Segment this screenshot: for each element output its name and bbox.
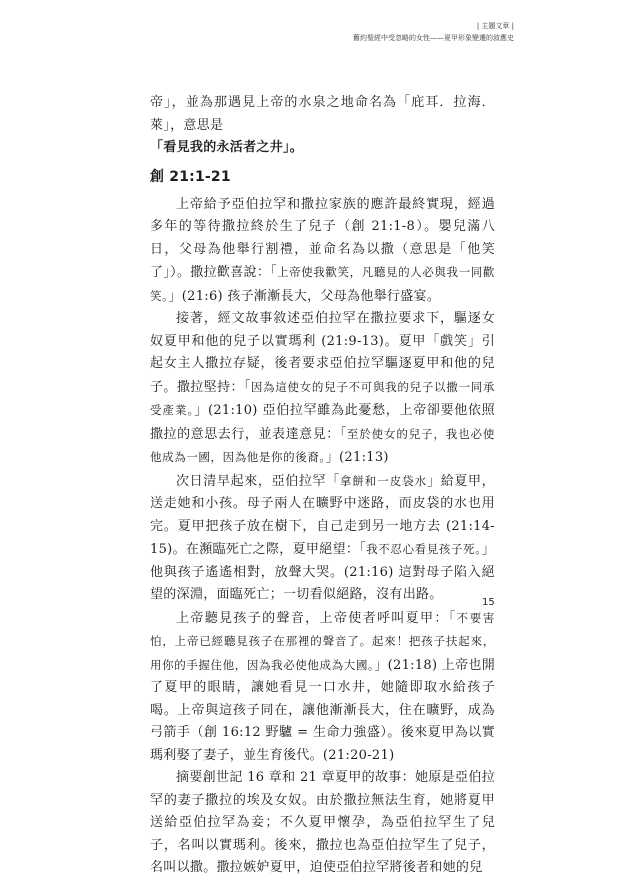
scripture-quote: 因為這使女的兒子不可與我的兒子以撒一同承受產業。 <box>150 379 496 417</box>
intro-line-2: 「看見我的永活者之井」。 <box>150 140 304 155</box>
scripture-quote: 上帝使我歡笑，凡聽見的人必與我一同歡笑。 <box>150 265 495 303</box>
paragraph-text: 」(21:6) 孩子漸漸長大，父母為他舉行盛宴。 <box>168 288 441 304</box>
paragraph-text: 摘要創世記 16 章和 21 章夏甲的故事：她原是亞伯拉罕的妻子撒拉的埃及女奴。由於撒拉無法生育，她將夏甲送給亞伯拉罕為妾；不久夏甲懷孕，為亞伯拉罕生了兒子，名叫以實瑪利。後來，撒拉也為亞伯拉罕生了兒子，名叫以撒。撒拉嫉妒夏甲，迫使亞伯拉罕將後者和她的兒 <box>150 770 495 875</box>
page-body <box>150 92 495 880</box>
page-number: 15 <box>482 597 495 608</box>
paragraph <box>150 767 495 880</box>
scripture-quote: 不要害怕，上帝已經聽見孩子在那裡的聲音了。起來！把孩子扶起來，用你的手握住他，因為我必使他成為大國。 <box>150 610 495 672</box>
paragraph-text: 」(21:10) 亞伯拉罕雖為此憂愁，上帝卻要他依照撒拉的意思去行，並表達意見：「 <box>150 403 495 442</box>
intro-line-1: 帝」，並為那遇見上帝的水泉之地命名為「庇耳．拉海．萊」，意思是 <box>150 95 495 133</box>
running-header <box>353 20 514 44</box>
paragraph-text: 」他與孩子遙遙相對，放聲大哭。(21:16) 這對母子陷入絕望的深淵，面臨死亡；一切看似絕路，沒有出路。 <box>150 542 496 602</box>
paragraph-text: 」(21:13) <box>325 450 389 465</box>
paragraph-text: 」給夏甲，送走她和小孩。母子兩人在曠野中迷路，而皮袋的水也用完。夏甲把孩子放在樹下，自己走到另一地方去 (21:14-15)。在瀕臨死亡之際，夏甲絕望：「 <box>150 473 495 557</box>
paragraph-text: 」(21:18) 上帝也開了夏甲的眼睛，讓她看見一口水井，她隨即取水給孩子喝。上帝與這孩子同在，讓他漸漸長大，住在曠野，成為弓箭手（創 16:12 野驢 = 生命力強盛）。後來夏甲為以實瑪利娶了妻子，並生育後代。(21:20-21) <box>150 657 495 763</box>
header-tag: | 主題文章 | <box>476 22 514 30</box>
section-title: 創 21:1-21 <box>150 168 231 185</box>
paragraph <box>150 308 495 470</box>
paragraph-text: 次日清早起來，亞伯拉罕「 <box>176 473 340 489</box>
paragraph <box>150 470 495 607</box>
paragraph-text: 上帝聽見孩子的聲音，上帝使者呼叫夏甲：「 <box>176 610 457 626</box>
scripture-quote: 拿餅和一皮袋水 <box>339 473 428 488</box>
header-subtitle: 舊約聖經中受忽略的女性——夏甲形象變遷的敘應史 <box>353 34 514 42</box>
paragraph <box>150 194 495 309</box>
scripture-quote: 至於使女的兒子，我也必使他成為一國，因為他是你的後裔。 <box>150 426 495 464</box>
scripture-quote: 我不忍心看見孩子死。 <box>366 542 482 556</box>
paragraphs <box>150 194 495 880</box>
paragraph-text: 上帝給予亞伯拉罕和撒拉家族的應許最終實現，經過多年的等待撒拉終於生了兒子（創 21:1-8）。嬰兒滿八日，父母為他舉行割禮，並命名為以撒（意思是「他笑了」）。撒拉歡喜說：「 <box>150 196 495 280</box>
paragraph-text: 接著，經文故事敘述亞伯拉罕在撒拉要求下，驅逐女奴夏甲和他的兒子以實瑪利 (21:9-13)。夏甲「戲笑」引起女主人撒拉存疑，後者要求亞伯拉罕驅逐夏甲和他的兒子。撒拉堅持：「 <box>150 311 495 395</box>
paragraph <box>150 607 495 768</box>
